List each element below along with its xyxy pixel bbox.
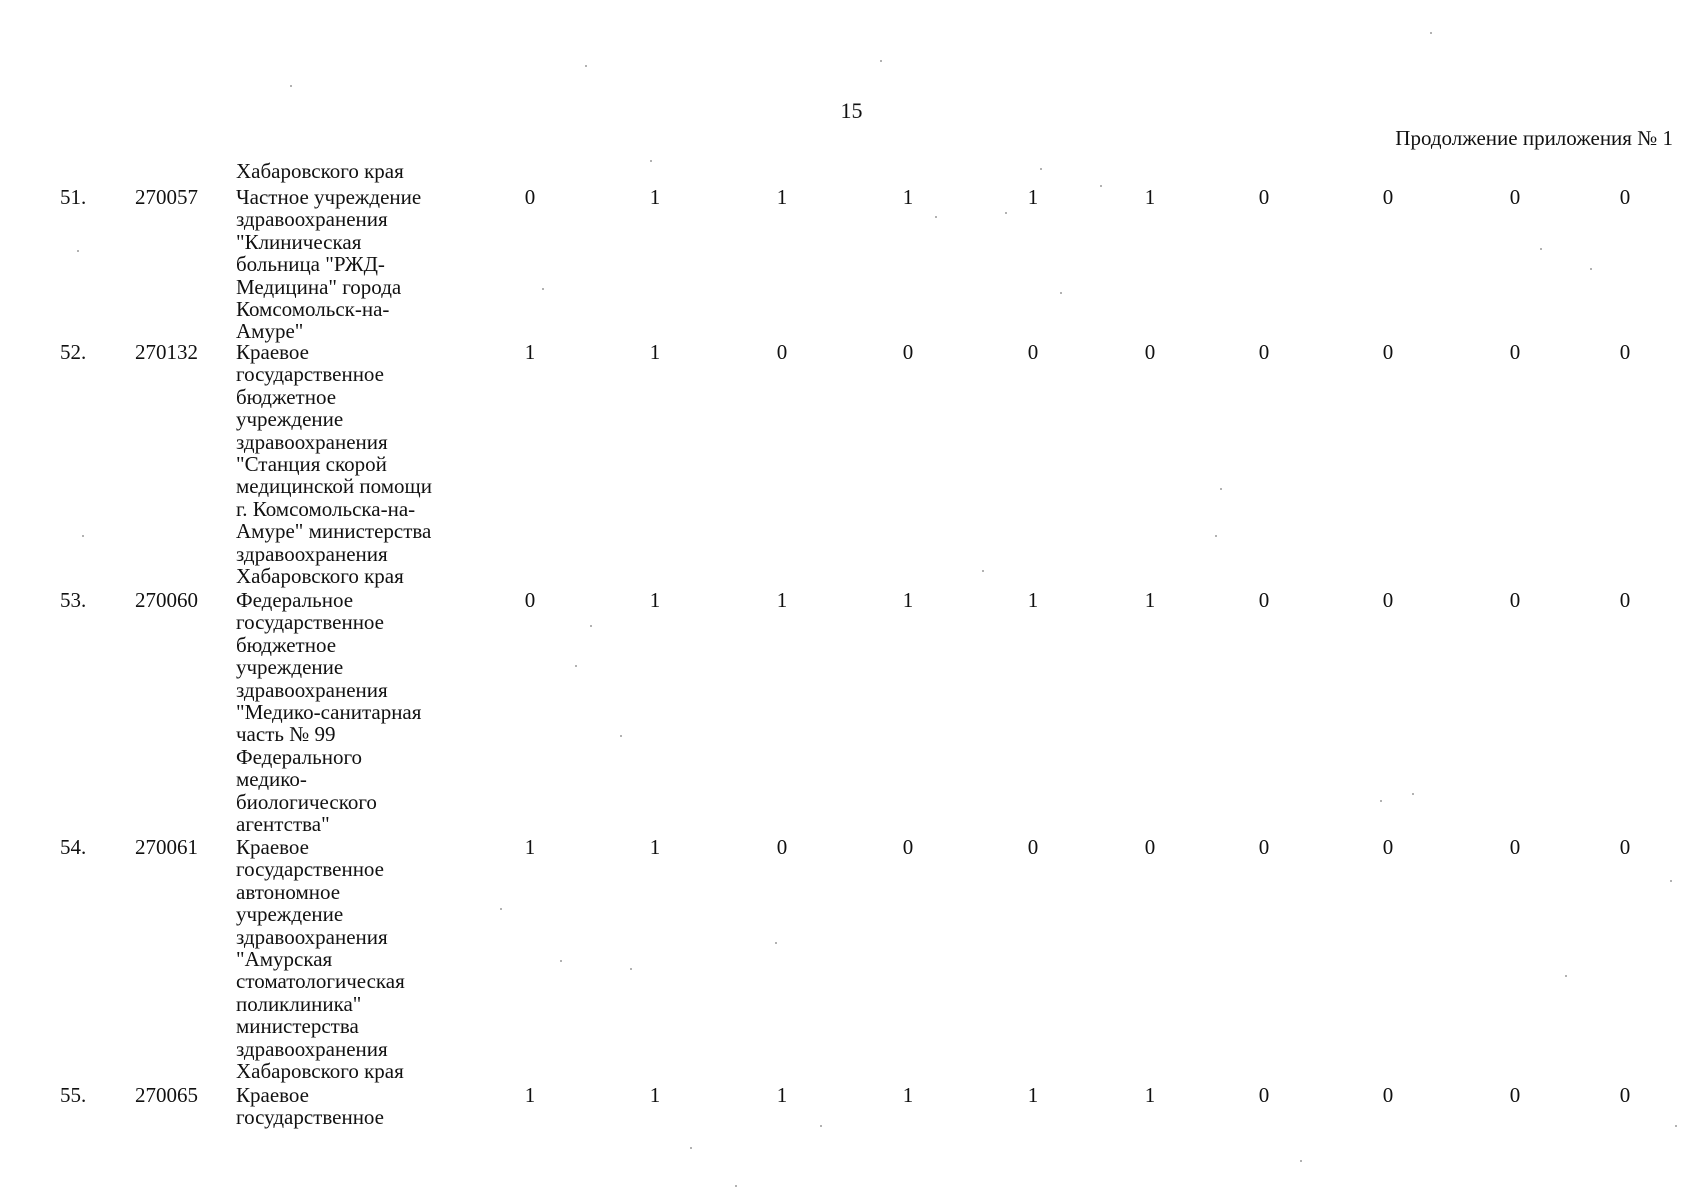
- scan-speck: [500, 908, 502, 910]
- row-number: 52.: [60, 340, 87, 364]
- scan-speck: [820, 1125, 822, 1127]
- scan-speck: [880, 60, 882, 62]
- organization-name-line: Частное учреждение: [236, 185, 422, 209]
- indicator-value: 1: [776, 588, 788, 612]
- organization-name-line: Краевое: [236, 340, 309, 364]
- organization-name-line: медико-: [236, 767, 307, 792]
- row-code: 270065: [135, 1083, 198, 1107]
- organization-name-line: агентства": [236, 812, 330, 836]
- scan-speck: [560, 960, 562, 962]
- organization-name-line: часть № 99: [236, 722, 336, 747]
- scan-speck: [77, 250, 79, 252]
- scan-speck: [1565, 975, 1567, 977]
- organization-name-line: бюджетное: [236, 384, 337, 409]
- scan-speck: [585, 65, 587, 67]
- organization-name-line: автономное: [236, 879, 341, 904]
- organization-name-line: здравоохранения: [236, 429, 388, 454]
- indicator-value: 1: [649, 588, 661, 612]
- indicator-value: 0: [1382, 340, 1394, 364]
- scan-speck: [935, 216, 937, 218]
- organization-name-line: Хабаровского края: [236, 564, 404, 588]
- indicator-value: 0: [1509, 185, 1521, 209]
- indicator-value: 0: [1382, 185, 1394, 209]
- indicator-value: 1: [649, 340, 661, 364]
- scan-speck: [1005, 212, 1007, 214]
- continuation-label: Продолжение приложения № 1: [1395, 126, 1673, 150]
- organization-name-line: здравоохранения: [236, 541, 388, 566]
- scan-speck: [1215, 535, 1217, 537]
- scan-speck: [1300, 1160, 1302, 1162]
- indicator-value: 0: [524, 588, 536, 612]
- row-code: 270061: [135, 835, 198, 859]
- carryover-name-line: Хабаровского края: [236, 159, 404, 183]
- organization-name-line: учреждение: [236, 902, 344, 927]
- indicator-value: 0: [1382, 588, 1394, 612]
- organization-name-line: биологического: [236, 789, 377, 814]
- organization-name-line: "Амурская: [236, 947, 333, 971]
- scan-speck: [82, 535, 84, 537]
- indicator-value: 1: [1027, 588, 1039, 612]
- indicator-value: 1: [649, 835, 661, 859]
- organization-name-line: бюджетное: [236, 632, 337, 657]
- organization-name-line: государственное: [236, 362, 385, 387]
- scan-speck: [1412, 793, 1414, 795]
- row-number: 53.: [60, 588, 87, 612]
- indicator-value: 0: [1382, 1083, 1394, 1107]
- indicator-value: 1: [902, 588, 914, 612]
- indicator-value: 0: [1619, 588, 1631, 612]
- indicator-value: 1: [524, 835, 536, 859]
- indicator-value: 1: [524, 340, 536, 364]
- scan-speck: [620, 735, 622, 737]
- scan-speck: [1380, 800, 1382, 802]
- organization-name-line: медицинской помощи: [236, 474, 432, 499]
- indicator-value: 0: [1509, 588, 1521, 612]
- row-code: 270057: [135, 185, 198, 209]
- organization-name-line: Хабаровского края: [236, 1059, 404, 1083]
- indicator-value: 0: [1619, 185, 1631, 209]
- organization-name-line: государственное: [236, 610, 385, 635]
- indicator-value: 0: [1258, 340, 1270, 364]
- indicator-value: 1: [902, 185, 914, 209]
- organization-name-line: Амуре" министерства: [236, 519, 432, 544]
- scan-speck: [575, 665, 577, 667]
- indicator-value: 0: [776, 835, 788, 859]
- indicator-value: 0: [1509, 835, 1521, 859]
- indicator-value: 0: [1382, 835, 1394, 859]
- organization-name-line: г. Комсомольска-на-: [236, 496, 416, 521]
- organization-name-line: Медицина" города: [236, 274, 402, 299]
- scan-speck: [1675, 1125, 1677, 1127]
- indicator-value: 0: [1258, 835, 1270, 859]
- organization-name-line: Амуре": [236, 319, 304, 344]
- scan-speck: [735, 1185, 737, 1187]
- indicator-value: 0: [1619, 340, 1631, 364]
- scan-speck: [775, 942, 777, 944]
- indicator-value: 0: [1144, 340, 1156, 364]
- organization-name-line: учреждение: [236, 407, 344, 432]
- scan-speck: [1100, 185, 1102, 187]
- scan-speck: [1430, 32, 1432, 34]
- page-number: 15: [840, 98, 863, 123]
- organization-name-line: Комсомольск-на-: [236, 297, 390, 321]
- organization-name-line: "Клиническая: [236, 229, 362, 254]
- indicator-value: 0: [902, 835, 914, 859]
- organization-name-line: больница "РЖД-: [236, 252, 385, 277]
- organization-name-line: государственное: [236, 857, 385, 882]
- scan-speck: [1670, 880, 1672, 882]
- indicator-value: 1: [524, 1083, 536, 1107]
- scan-speck: [1540, 248, 1542, 250]
- scan-speck: [542, 288, 544, 290]
- row-number: 55.: [60, 1083, 87, 1107]
- organization-name-line: стоматологическая: [236, 969, 405, 994]
- organization-name-line: здравоохранения: [236, 207, 388, 232]
- row-number: 51.: [60, 185, 87, 209]
- organization-name-line: "Медико-санитарная: [236, 700, 422, 724]
- scan-speck: [630, 968, 632, 970]
- organization-name-line: министерства: [236, 1014, 359, 1039]
- indicator-value: 1: [776, 1083, 788, 1107]
- indicator-value: 0: [1027, 835, 1039, 859]
- organization-name-line: здравоохранения: [236, 924, 388, 949]
- organization-name-line: государственное: [236, 1105, 385, 1130]
- indicator-value: 0: [902, 340, 914, 364]
- indicator-value: 0: [1027, 340, 1039, 364]
- scan-speck: [982, 570, 984, 572]
- indicator-value: 0: [524, 185, 536, 209]
- indicator-value: 0: [1258, 1083, 1270, 1107]
- indicator-value: 1: [1144, 588, 1156, 612]
- scan-speck: [1590, 268, 1592, 270]
- indicator-value: 1: [649, 185, 661, 209]
- indicator-value: 1: [1027, 1083, 1039, 1107]
- indicator-value: 0: [1258, 588, 1270, 612]
- scan-speck: [1040, 168, 1042, 170]
- indicator-value: 1: [902, 1083, 914, 1107]
- scan-speck: [1220, 488, 1222, 490]
- organization-name-line: Краевое: [236, 835, 309, 859]
- row-code: 270060: [135, 588, 198, 612]
- scan-speck: [290, 85, 292, 87]
- organization-name-line: учреждение: [236, 655, 344, 680]
- row-code: 270132: [135, 340, 198, 364]
- scan-speck: [590, 625, 592, 627]
- indicator-value: 0: [1144, 835, 1156, 859]
- row-number: 54.: [60, 835, 87, 859]
- indicator-value: 0: [776, 340, 788, 364]
- scan-speck: [650, 160, 652, 162]
- scan-speck: [690, 1147, 692, 1149]
- indicator-value: 0: [1509, 1083, 1521, 1107]
- indicator-value: 0: [1509, 340, 1521, 364]
- indicator-value: 0: [1258, 185, 1270, 209]
- organization-name-line: поликлиника": [236, 991, 362, 1016]
- organization-name-line: "Станция скорой: [236, 452, 387, 476]
- organization-name-line: Федерального: [236, 744, 363, 769]
- indicator-value: 1: [1144, 185, 1156, 209]
- indicator-value: 1: [776, 185, 788, 209]
- indicator-value: 1: [649, 1083, 661, 1107]
- organization-name-line: здравоохранения: [236, 677, 388, 702]
- organization-name-line: Федеральное: [236, 588, 354, 612]
- indicator-value: 0: [1619, 835, 1631, 859]
- indicator-value: 1: [1027, 185, 1039, 209]
- indicator-value: 0: [1619, 1083, 1631, 1107]
- organization-name-line: здравоохранения: [236, 1036, 388, 1061]
- indicator-value: 1: [1144, 1083, 1156, 1107]
- organization-name-line: Краевое: [236, 1083, 309, 1107]
- scan-speck: [1060, 292, 1062, 294]
